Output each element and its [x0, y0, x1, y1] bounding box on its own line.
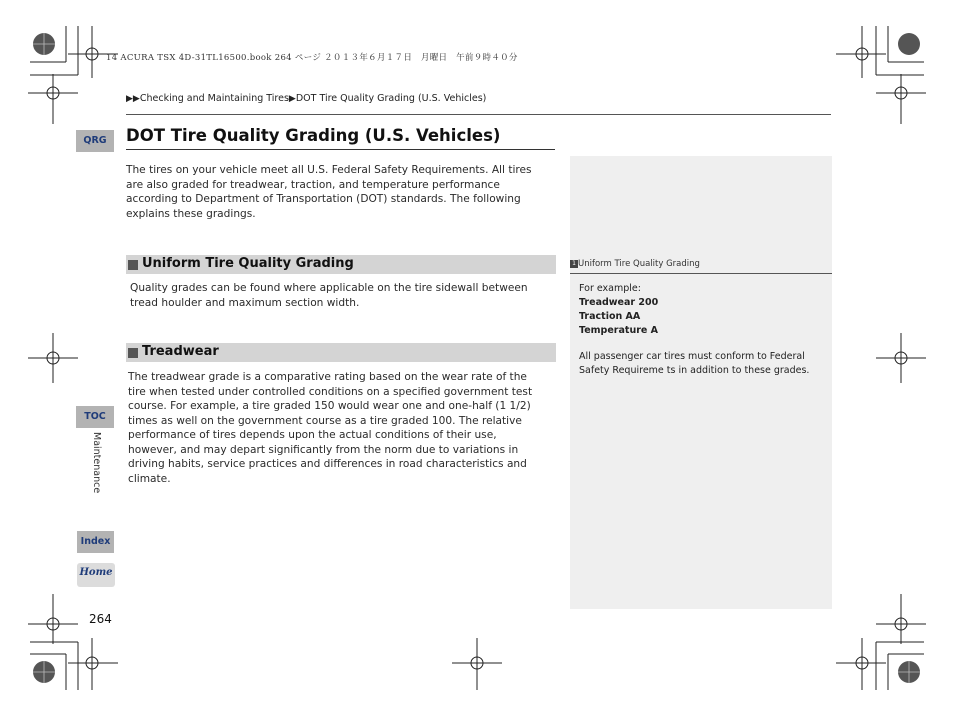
toc-tab-button[interactable]: TOC	[76, 406, 114, 428]
section-heading-label: Treadwear	[142, 344, 219, 359]
sidenote-example: Temperature A	[579, 325, 658, 336]
uniform-grading-paragraph: Quality grades can be found where applicable on the tire sidewall between tread houlder and maximum section width.	[130, 282, 528, 309]
qrg-tab-button[interactable]: QRG	[76, 130, 114, 152]
page-title: DOT Tire Quality Grading (U.S. Vehicles)	[126, 126, 501, 145]
sidenote-intro: For example:	[579, 283, 641, 294]
sidenote-heading	[570, 259, 700, 269]
breadcrumb-link-checking-tires[interactable]: Checking and Maintaining Tires	[139, 93, 289, 104]
sidenote-text: All passenger car tires must conform to Federal Safety Requireme ts in addition to these grades.	[579, 351, 810, 376]
sidenote-heading-label[interactable]: Uniform Tire Quality Grading	[578, 259, 700, 269]
section-heading-treadwear	[126, 343, 556, 362]
section-heading-uniform-grading	[126, 255, 556, 274]
section-square-icon	[128, 348, 138, 358]
section-side-label-text: Maintenance	[91, 432, 102, 494]
sidenote-marker-icon: 1	[570, 260, 578, 268]
header-rule	[126, 114, 831, 115]
sidenote-rule	[570, 273, 832, 274]
breadcrumb-arrow-icon: ▶▶	[126, 94, 140, 104]
print-metadata-line: 14 ACURA TSX 4D-31TL16500.book 264 ページ ２０１３年６月１７日 月曜日 午前９時４０分	[106, 53, 518, 63]
breadcrumb-arrow-icon: ▶	[288, 94, 296, 104]
breadcrumb	[126, 93, 486, 104]
home-button-label: Home	[79, 567, 113, 578]
index-tab-button[interactable]: Index	[77, 531, 114, 553]
section-heading-label: Uniform Tire Quality Grading	[142, 256, 354, 271]
page-number: 264	[89, 612, 112, 626]
section-side-label	[86, 432, 110, 502]
sidenote-body	[579, 282, 824, 378]
title-rule	[126, 149, 555, 150]
home-button[interactable]	[77, 563, 115, 587]
treadwear-paragraph: The treadwear grade is a comparative rating based on the wear rate of the tire when tested under controlled conditions on a specified government test course. For example, a tire graded 150 would wear one and one-half (1 1/2) times as well on the government course as a tire graded 100. The relative performance of tires depends upon the actual conditions of their use, however, and may depart significantly from the norm due to variations in driving habits, service practices and differences in road characteristics and climate.	[128, 371, 533, 485]
sidenote-example: Treadwear 200	[579, 297, 659, 308]
sidenote-panel	[570, 156, 832, 609]
sidenote-example: Traction AA	[579, 311, 641, 322]
breadcrumb-current: DOT Tire Quality Grading (U.S. Vehicles)	[295, 93, 487, 104]
section-square-icon	[128, 260, 138, 270]
intro-paragraph: The tires on your vehicle meet all U.S. Federal Safety Requirements. All tires are also graded for treadwear, traction, and temperature performance according to Department of Transportation (DOT) standards. The following explains these gradings.	[126, 164, 532, 220]
